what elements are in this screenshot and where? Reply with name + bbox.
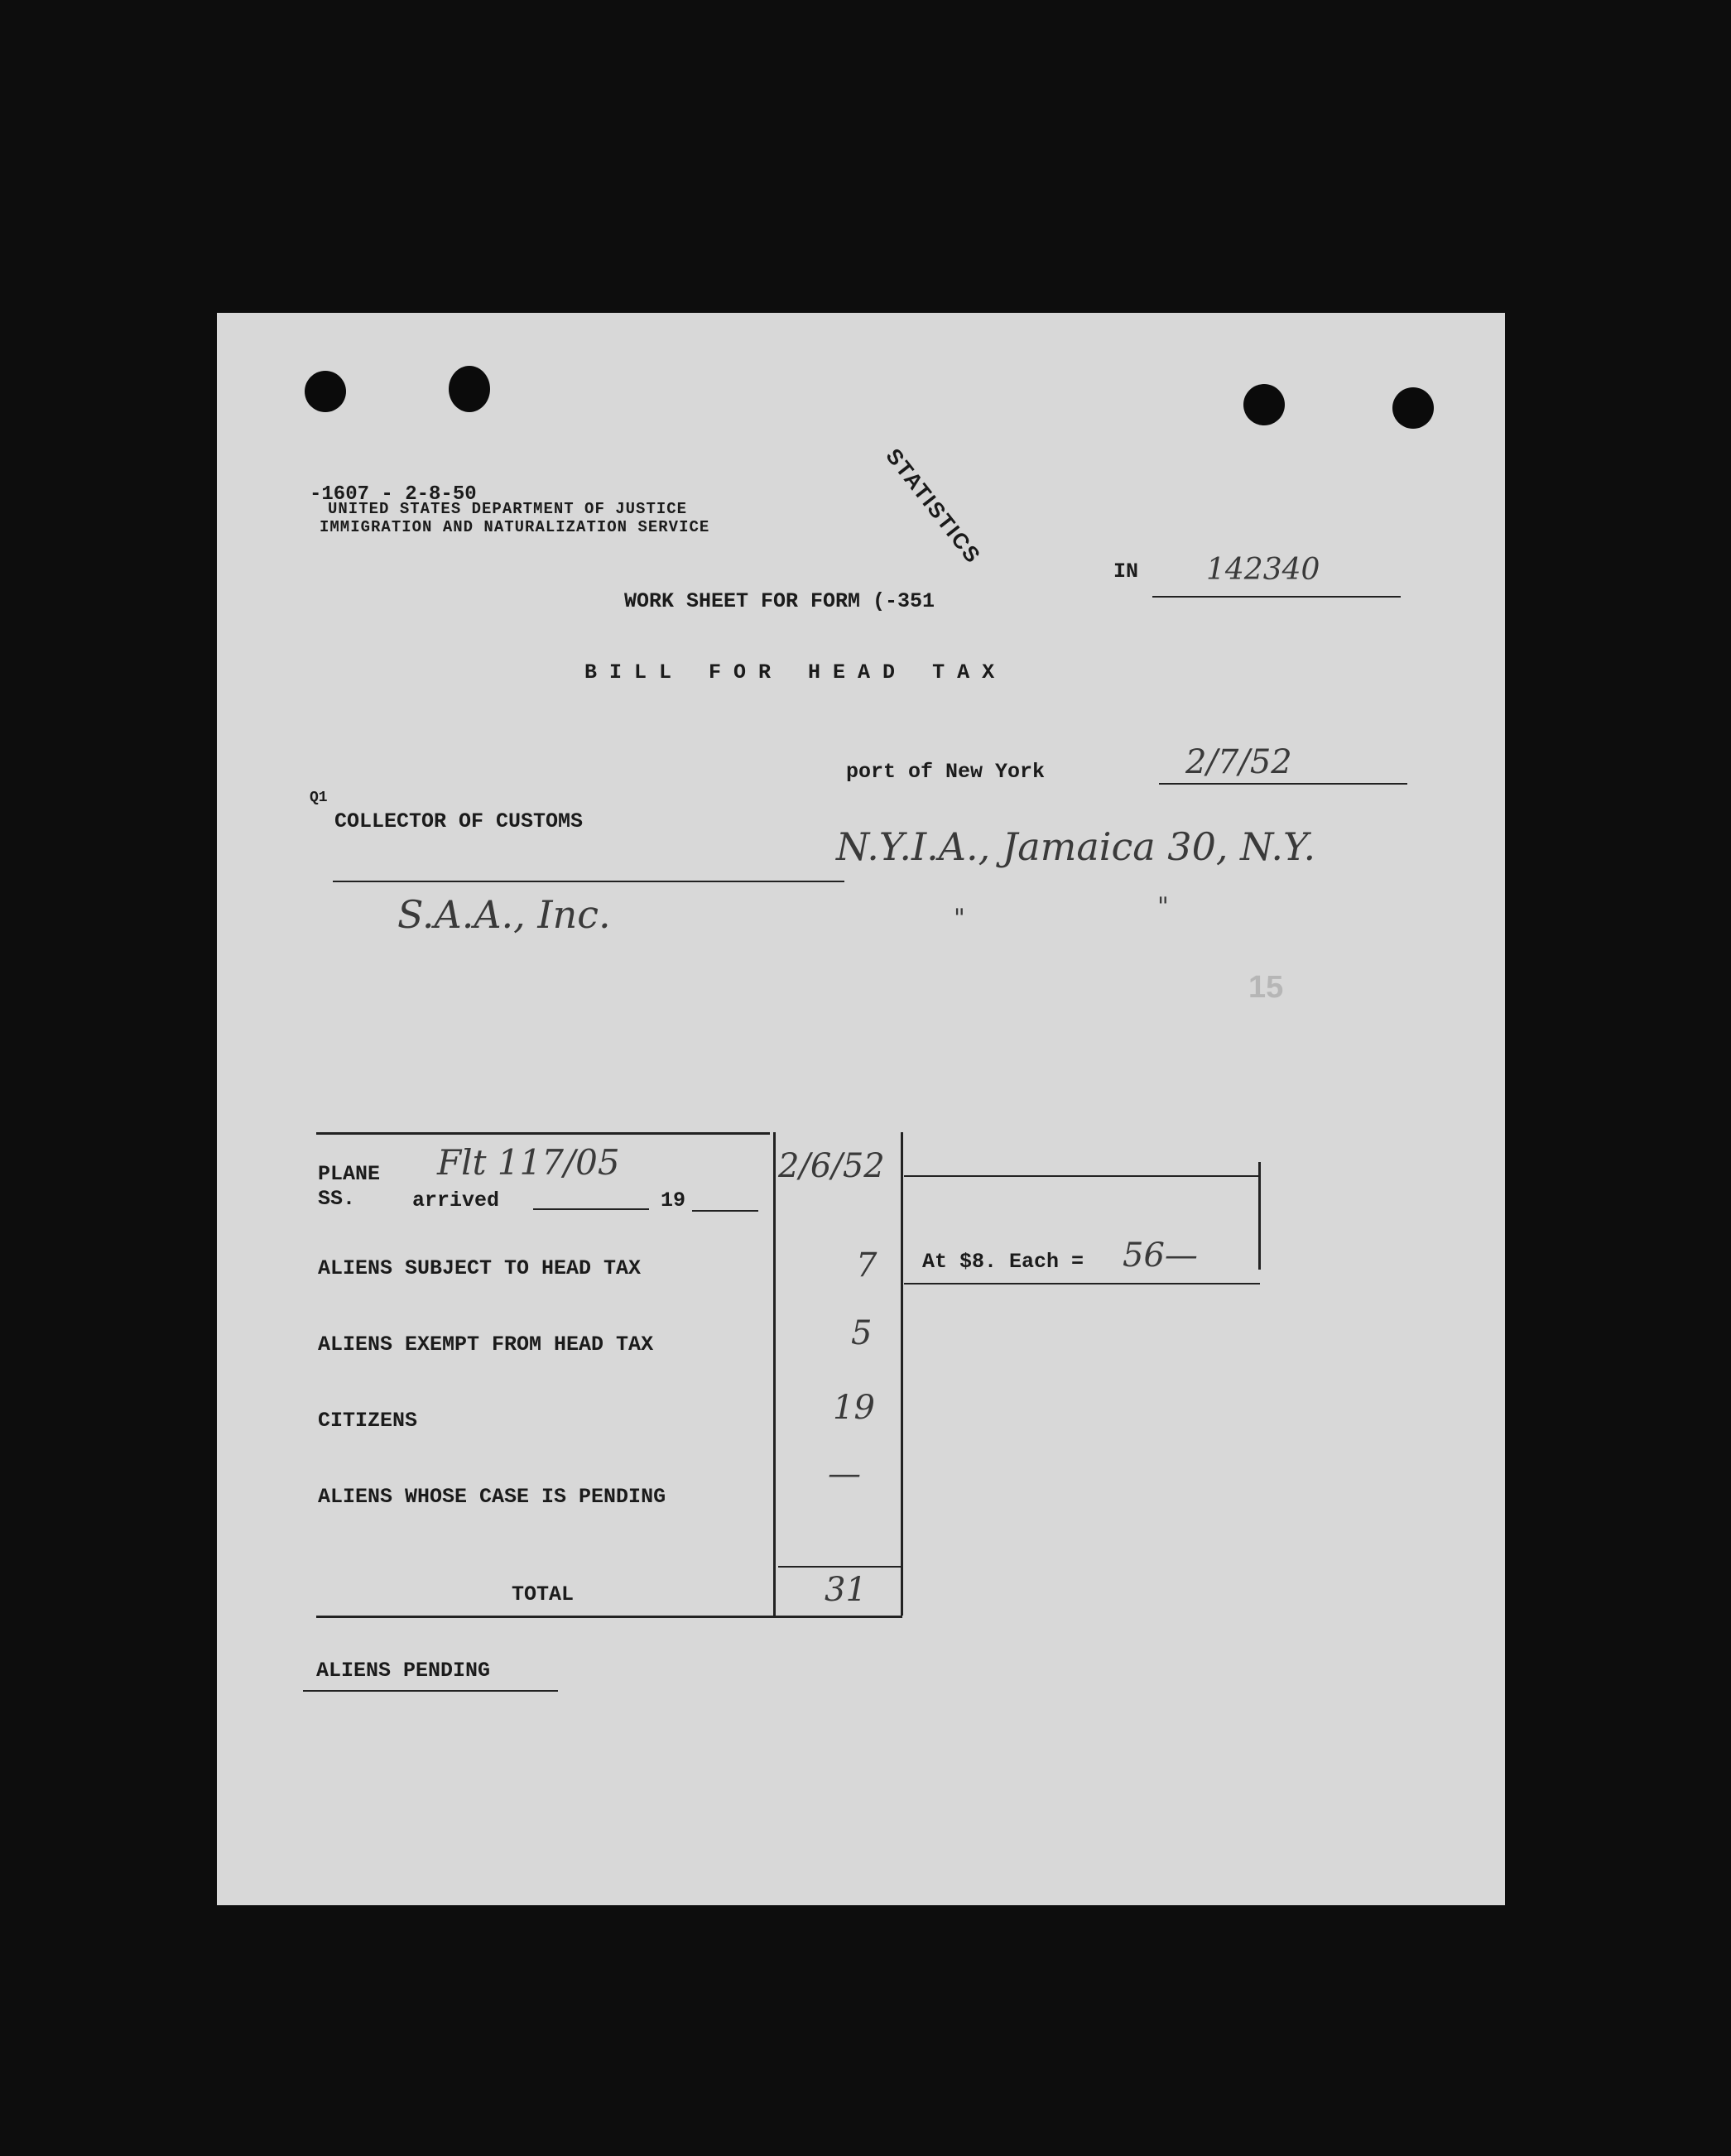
in-number: 142340: [1206, 553, 1320, 587]
row-label-citizens: CITIZENS: [318, 1409, 418, 1433]
aliens-pending-line: [303, 1690, 558, 1692]
address-handwritten: N.Y.I.A., Jamaica 30, N.Y.: [836, 824, 1316, 869]
collector-line: [333, 881, 844, 882]
arrived-blank: [533, 1208, 649, 1210]
port-label: port of New York: [846, 760, 1046, 784]
row-value-exempt: 5: [851, 1314, 873, 1352]
aliens-pending-label: ALIENS PENDING: [316, 1659, 491, 1683]
document-page: [217, 313, 1505, 1905]
value-column-left: [773, 1132, 776, 1616]
rate-box-bottom: [904, 1283, 1260, 1284]
rate-box-top: [904, 1175, 1260, 1177]
arrival-date: 2/6/52: [778, 1147, 885, 1185]
worksheet-title: WORK SHEET FOR FORM (-351: [624, 589, 935, 613]
total-label: TOTAL: [512, 1582, 575, 1606]
plane-label: PLANE: [318, 1162, 381, 1186]
rate-amount: 56—: [1123, 1236, 1198, 1275]
ss-label: SS.: [318, 1187, 356, 1211]
row-value-citizens: 19: [833, 1389, 875, 1427]
rate-label: At $8. Each =: [922, 1250, 1084, 1274]
statistics-stamp: STATISTICS: [881, 444, 987, 569]
row-label-exempt: ALIENS EXEMPT FROM HEAD TAX: [318, 1332, 654, 1357]
row-value-subject: 7: [856, 1246, 878, 1284]
collector-label: COLLECTOR OF CUSTOMS: [334, 809, 584, 833]
year-prefix: 19: [661, 1188, 686, 1212]
table-top-line: [316, 1132, 770, 1135]
carrier-handwritten: S.A.A., Inc.: [397, 892, 611, 937]
port-date-line: [1159, 783, 1407, 785]
row-label-pending: ALIENS WHOSE CASE IS PENDING: [318, 1485, 666, 1509]
ditto-mark: ": [954, 904, 965, 933]
port-date: 2/7/52: [1185, 743, 1292, 781]
form-number: -1607 - 2-8-50: [310, 483, 477, 506]
punch-hole: [305, 371, 346, 412]
ditto-mark: ": [1157, 892, 1169, 921]
service-name: IMMIGRATION AND NATURALIZATION SERVICE: [320, 518, 710, 536]
in-number-line: [1152, 596, 1401, 598]
total-top-line: [778, 1566, 901, 1568]
to-prefix: Q1: [310, 790, 328, 806]
bill-title: B I L L F O R H E A D T A X: [584, 660, 995, 684]
punch-hole: [1392, 387, 1434, 429]
row-value-pending: —: [828, 1455, 861, 1493]
arrived-label: arrived: [412, 1188, 500, 1212]
rate-box-right: [1258, 1162, 1261, 1270]
total-value: 31: [825, 1571, 867, 1609]
value-column-right: [901, 1132, 903, 1616]
department-name: UNITED STATES DEPARTMENT OF JUSTICE: [328, 500, 688, 518]
row-label-subject: ALIENS SUBJECT TO HEAD TAX: [318, 1256, 642, 1280]
flight-handwritten: Flt 117/05: [437, 1142, 620, 1183]
punch-hole: [1243, 384, 1285, 425]
table-bottom-line: [316, 1616, 902, 1618]
punch-hole: [449, 366, 490, 412]
faint-number: 15: [1248, 970, 1284, 1005]
year-blank: [692, 1210, 758, 1212]
in-label: IN: [1113, 559, 1139, 583]
